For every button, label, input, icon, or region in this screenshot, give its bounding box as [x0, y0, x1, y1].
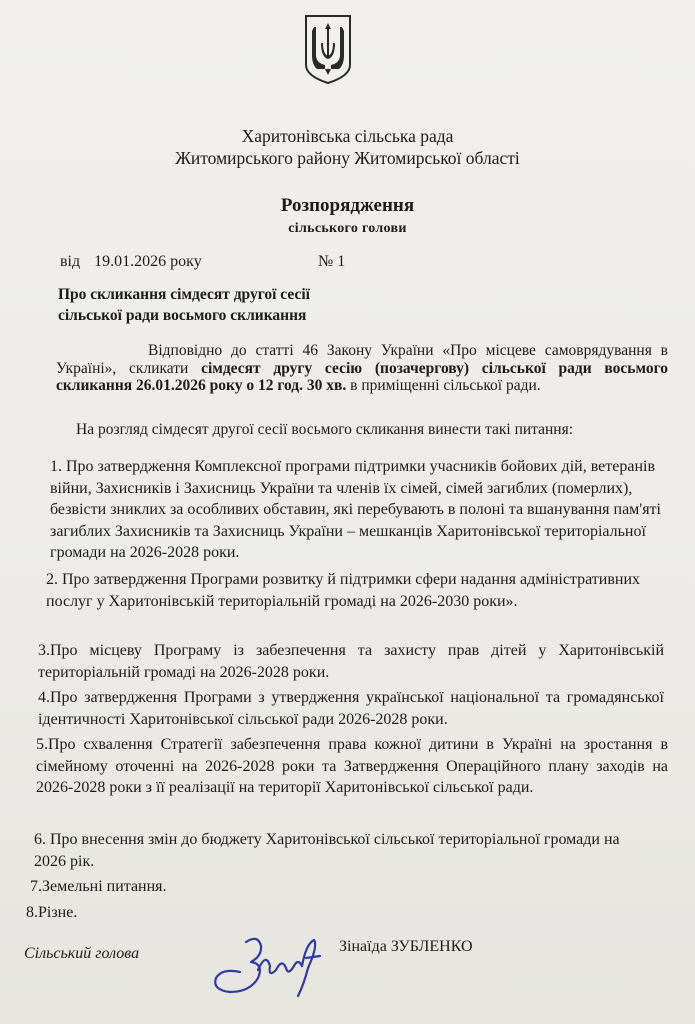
document-subtitle: сільського голови	[288, 221, 407, 236]
body-paragraph: Відповідно до статті 46 Закону України «Про місцеве самоврядування в Україні», скликати сімдесят другу сесію (позачергову) сільської ради восьмого скликання 26.01.2026 року о 12 год. 30 хв. в приміщенні сільської ради.	[56, 342, 668, 394]
signer-position: Сільський голова	[24, 945, 140, 962]
document-title: Розпорядження	[280, 195, 415, 216]
document-number: № 1	[318, 253, 346, 270]
date-value: 19.01.2026 року	[94, 253, 202, 270]
trident-icon	[303, 13, 353, 85]
organization-region: Житомирського району Житомирської області	[175, 148, 520, 168]
organization-name: Харитонівська сільська рада	[241, 126, 454, 146]
document-date	[60, 253, 202, 271]
agenda-item: 2. Про затвердження Програми розвитку й підтримки сфери надання адміністративних послуг у Харитонівській територіальній громаді на 2026-2030 роки».	[46, 571, 641, 610]
agenda-item: 4.Про затвердження Програми з утвердження української національної та громадянської ідентичності Харитонівської сільської ради 2026-2028 роки.	[38, 689, 664, 728]
agenda-item: 7.Земельні питання.	[30, 878, 167, 895]
agenda-item: 8.Різне.	[26, 904, 78, 921]
handwritten-signature	[206, 922, 336, 1002]
subject-line: сільської ради восьмого скликання	[58, 307, 307, 324]
document-subject	[58, 284, 310, 326]
subject-line: Про скликання сімдесят другої сесії	[58, 286, 310, 303]
date-label: від	[60, 253, 81, 270]
session-details: сімдесят другу сесію (позачергову) сільської ради восьмого скликання 26.01.2026 року о 12 год. 30 хв.	[56, 359, 668, 394]
agenda-item: 3.Про місцеву Програму із забезпечення та захисту прав дітей у Харитонівській територіальній громаді на 2026-2028 роки.	[38, 642, 664, 681]
agenda-item: 5.Про схвалення Стратегії забезпечення права кожної дитини в Україні на зростання в сімейному оточенні на 2026-2028 роки та Затвердження Операційного плану заходів на 2026-2028 роки з її реалізації на території Харитонівської сільської ради.	[36, 736, 668, 796]
agenda-intro: На розгляд сімдесят другої сесії восьмого скликання винести такі питання:	[76, 421, 574, 438]
agenda-item: 1. Про затвердження Комплексної програми підтримки учасників бойових дій, ветеранів війни, Захисників і Захисниць України та членів їх сімей, сімей загиблих (померлих), безвісти зниклих за особливих обставин, які перебувають в полоні та вшанування пам'яті загиблих Захисників та Захисниць України – мешканців Харитонівської територіальної громади на 2026-2028 роки.	[50, 458, 661, 561]
agenda-item: 6. Про внесення змін до бюджету Харитонівської сільської територіальної громади на 2026 рік.	[34, 831, 620, 870]
signer-name: Зінаїда ЗУБЛЕНКО	[339, 938, 473, 955]
